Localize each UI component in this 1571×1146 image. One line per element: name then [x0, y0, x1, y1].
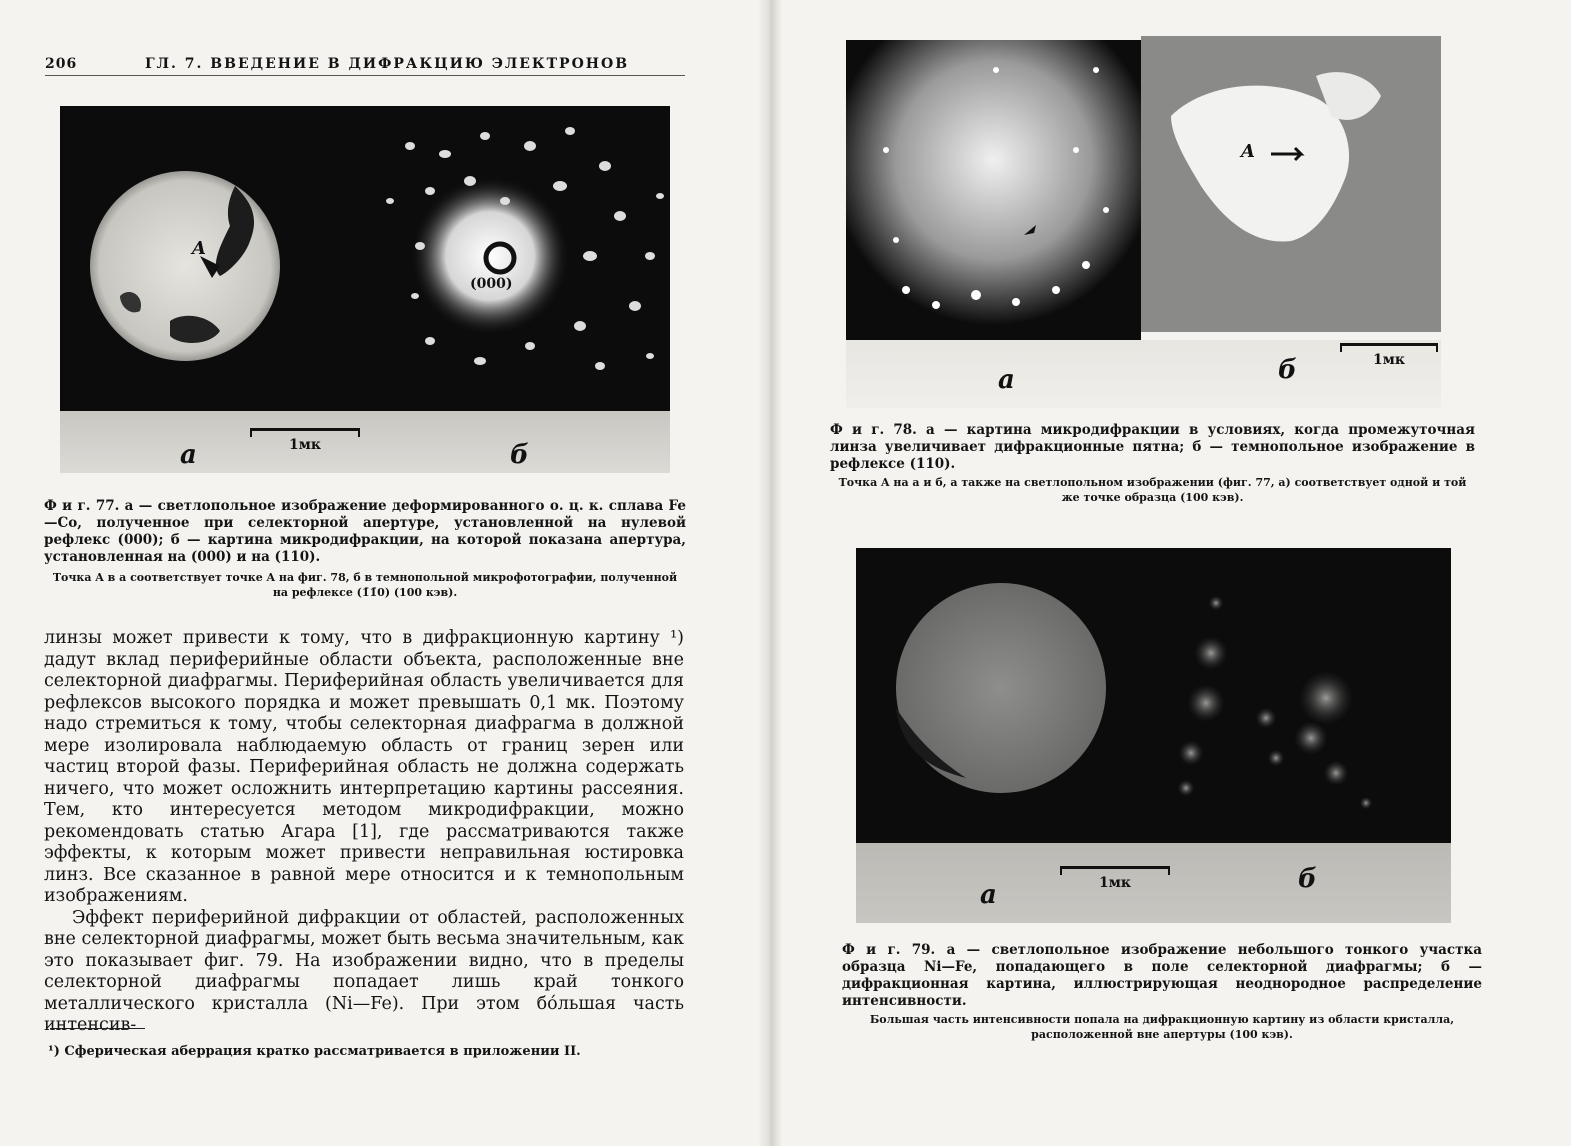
right-page	[780, 0, 1571, 1146]
figure-78-caption: Ф и г. 78. а — картина микродифракции в условиях, когда промежуточная линза увеличивает дифракционные пятна; б — темнопольное изображение в рефлексе (110).	[830, 422, 1475, 472]
fig78-scale-label: 1мк	[1372, 352, 1405, 368]
page-number: 206	[45, 56, 78, 72]
fig77-panel-a: a	[180, 440, 197, 470]
footnote-rule	[50, 1028, 145, 1029]
reflex-000-label: (000)	[470, 276, 513, 292]
body-text	[44, 628, 684, 1037]
diffraction-pattern	[410, 176, 570, 336]
figure-77-label-strip	[60, 411, 670, 473]
book-gutter	[758, 0, 782, 1146]
fig79-scale-label: 1мк	[1098, 875, 1131, 891]
figure-78b-photo	[1141, 36, 1441, 332]
fig78-panel-a: a	[998, 365, 1015, 395]
fig79-panel-a: a	[980, 880, 997, 910]
figure-77-caption: Ф и г. 77. а — светлопольное изображение деформированного о. ц. к. сплава Fe—Co, полученное при селекторной апертуре, установленной на нулевой рефлекс (000); б — картина микродифракции, на которой показана апертура, установленная на (000) и на (110).	[44, 498, 686, 565]
figure-79-photo	[856, 548, 1451, 843]
paragraph-2: Эффект периферийной дифракции от областей, расположенных вне селекторной диафрагмы, может быть весьма значительным, как это показывает фиг. 79. На изображении видно, что в пределы селекторной диафрагмы попадает лишь край тонкого металлического кристалла (Ni—Fe). При этом бóльшая часть интенсив-	[44, 907, 684, 1035]
fig77-scale-label: 1мк	[288, 437, 321, 453]
fig79-panel-b: б	[1298, 864, 1317, 894]
figure-77-note: Точка A в a соответствует точке A на фиг. 78, б в темнопольной микрофотографии, полученной на рефлексе (1̄1̄0) (100 кэв).	[52, 571, 678, 599]
fig78-panel-b: б	[1278, 355, 1297, 385]
figure-78-note: Точка A на a и б, а также на светлопольном изображении (фиг. 77, а) соответствует одной и той же точке образца (100 кэв).	[838, 476, 1467, 504]
running-head	[45, 56, 685, 76]
fig79-scale-bar	[1060, 866, 1170, 891]
figure-78a-photo	[846, 40, 1141, 340]
point-a-label: A	[192, 238, 206, 259]
fig78b-point-a: A	[1241, 141, 1255, 162]
figure-77-photo	[60, 106, 670, 411]
figure-79-image	[856, 548, 1451, 843]
fig78-scale-bar	[1340, 343, 1438, 368]
figure-78b-image	[1141, 36, 1441, 332]
figure-78a-image	[846, 40, 1141, 340]
paragraph-1: линзы может привести к тому, что в дифракционную картину ¹) дадут вклад периферийные области объекта, расположенные вне селекторной диафрагмы. Периферийная область увеличивается для рефлексов высокого порядка и может превышать 0,1 мк. Поэтому надо стремиться к тому, чтобы селекторная диафрагма в должной мере изолировала наблюдаемую область от границ зерен или частиц второй фазы. Периферийная область не должна содержать ничего, что может осложнить интерпретацию картины рассеяния. Тем, кто интересуется методом микродифракции, можно рекомендовать статью Агара [1], где рассматриваются также эффекты, к которым может привести неправильная юстировка линз. Все сказанное в равной мере относится и к темнопольным изображениям.	[44, 628, 684, 906]
chapter-title: ГЛ. 7. ВВЕДЕНИЕ В ДИФРАКЦИЮ ЭЛЕКТРОНОВ	[145, 56, 630, 72]
fig77-panel-b: б	[510, 440, 529, 470]
figure-79-note: Большая часть интенсивности попала на дифракционную картину из области кристалла, расположенной вне апертуры (100 кэв).	[869, 1013, 1455, 1041]
footnote: ¹) Сферическая аберрация кратко рассматривается в приложении II.	[48, 1044, 581, 1059]
figure-77-image	[60, 106, 670, 411]
figure-79-caption: Ф и г. 79. а — светлопольное изображение небольшого тонкого участка образца Ni—Fe, попадающего в поле селекторной диафрагмы; б — дифракционная картина, иллюстрирующая неоднородное распределение интенсивности.	[842, 942, 1482, 1009]
fig77-scale-bar	[250, 428, 360, 453]
left-page	[0, 0, 760, 1146]
